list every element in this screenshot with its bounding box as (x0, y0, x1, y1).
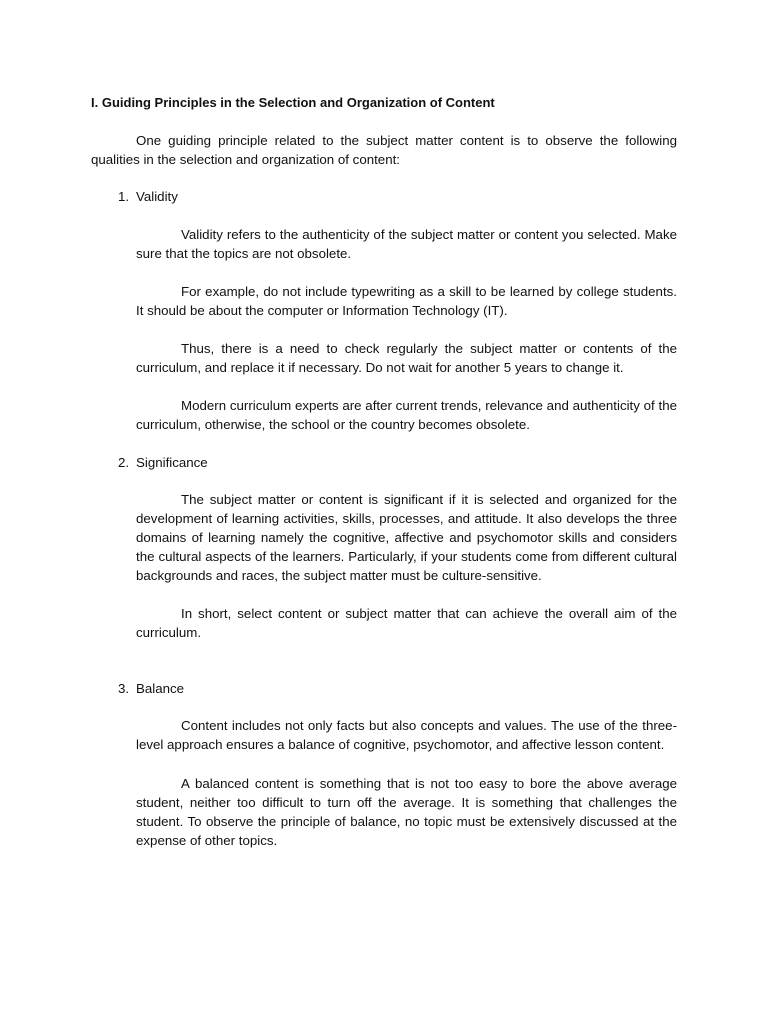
section-significance-heading (118, 453, 208, 472)
section-title: Validity (136, 189, 178, 204)
document-heading: I. Guiding Principles in the Selection and Organization of Content (91, 95, 495, 110)
validity-paragraph-4: Modern curriculum experts are after current trends, relevance and authenticity of the curriculum, otherwise, the school or the country becomes obsolete. (136, 398, 677, 432)
significance-paragraph-1: The subject matter or content is significant if it is selected and organized for the development of learning activities, skills, processes, and attitude. It also develops the three domains of learning namely the cognitive, affective and psychomotor skills and considers the cultural aspects of the learners. Particularly, if your students come from different cultural backgrounds and races, the subject matter must be culture-sensitive. (136, 492, 677, 583)
section-number: 2. (118, 455, 130, 470)
section-title: Balance (136, 681, 185, 696)
validity-paragraph-2: For example, do not include typewriting as a skill to be learned by college students. It should be about the computer or Information Technology (IT). (136, 284, 677, 318)
section-number: 1. (118, 189, 130, 204)
section-number: 3. (118, 681, 130, 696)
validity-paragraph-3: Thus, there is a need to check regularly the subject matter or contents of the curriculum, and replace it if necessary. Do not wait for another 5 years to change it. (136, 341, 677, 375)
intro-paragraph: One guiding principle related to the subject matter content is to observe the following qualities in the selection and organization of content: (91, 133, 677, 167)
balance-paragraph-2: A balanced content is something that is not too easy to bore the above average student, neither too difficult to turn off the average. It is something that challenges the student. To observe the principle of balance, no topic must be extensively discussed at the expense of other topics. (136, 776, 677, 848)
section-balance-heading (118, 679, 184, 698)
section-validity-heading (118, 187, 178, 206)
validity-paragraph-1: Validity refers to the authenticity of the subject matter or content you selected. Make sure that the topics are not obsolete. (136, 227, 677, 261)
section-title: Significance (136, 455, 208, 470)
balance-paragraph-1: Content includes not only facts but also concepts and values. The use of the three-level approach ensures a balance of cognitive, psychomotor, and affective lesson content. (136, 718, 677, 752)
significance-paragraph-2: In short, select content or subject matter that can achieve the overall aim of the curriculum. (136, 606, 677, 640)
